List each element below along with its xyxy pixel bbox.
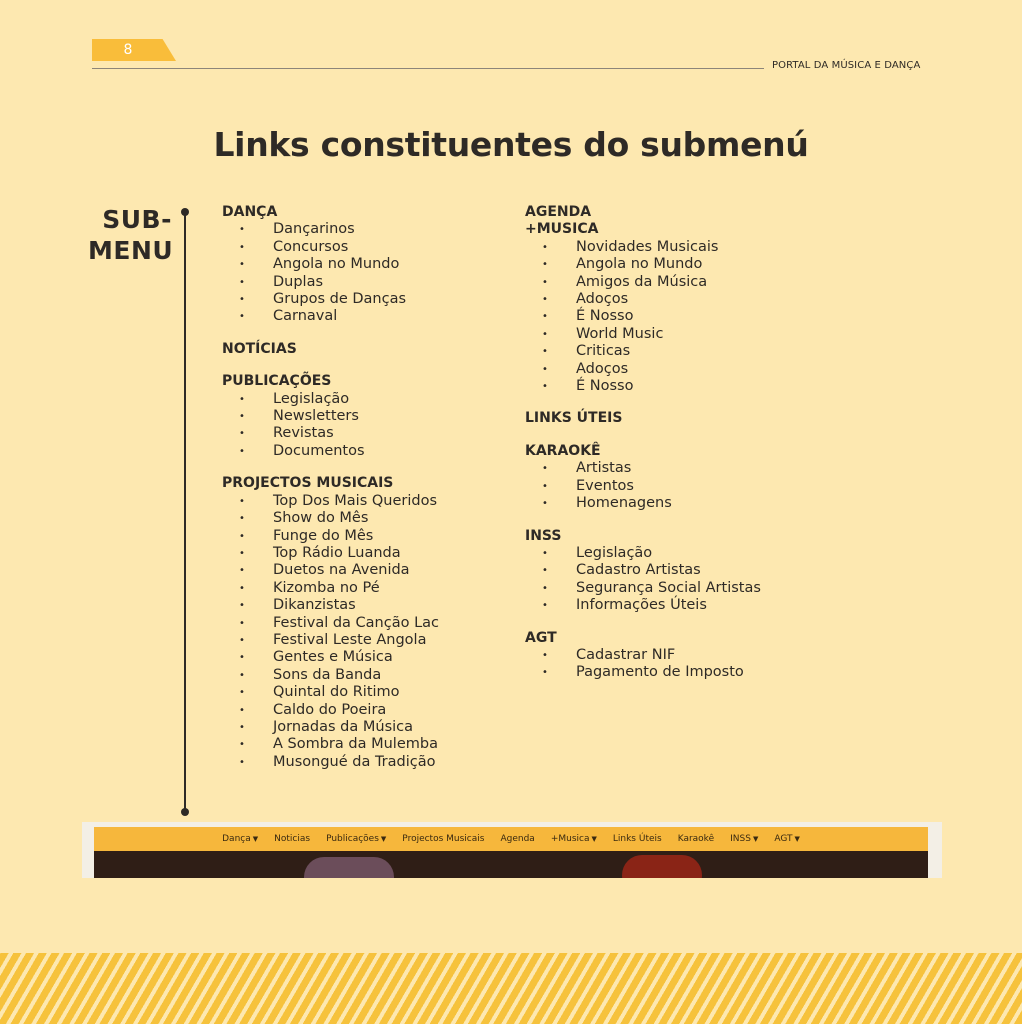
bullet-icon: • [239,721,245,733]
submenu-section [222,341,502,358]
hero-figure [304,857,394,878]
nav-item-label: Noticias [274,834,311,844]
submenu-section [525,443,825,513]
submenu-section [525,204,825,221]
submenu-item[interactable] [222,493,502,510]
bullet-icon: • [542,381,548,393]
page-number: 8 [123,42,133,58]
nav-item[interactable] [613,834,662,844]
submenu-item-label: Grupos de Danças [273,291,407,308]
submenu-item-label: Amigos da Música [576,273,708,290]
submenu-item[interactable] [525,274,825,291]
website-hero-image [94,851,928,878]
submenu-item[interactable] [222,221,502,238]
nav-item-label: Publicações [326,834,379,844]
submenu-item-label: Top Rádio Luanda [273,544,401,561]
submenu-item[interactable] [222,408,502,425]
submenu-item[interactable] [222,667,502,684]
bullet-icon: • [239,411,245,423]
bullet-icon: • [239,582,245,594]
nav-item[interactable] [326,834,386,844]
submenu-item-label: Funge do Mês [273,527,374,544]
bullet-icon: • [542,600,548,612]
nav-item-label: Karaokê [677,834,715,844]
nav-item-label: AGT [774,834,793,844]
decorative-stripes [0,953,1022,1024]
nav-item[interactable] [500,834,534,844]
caret-down-icon: ▼ [752,835,759,843]
submenu-item-label: Musongué da Tradição [273,753,436,770]
bullet-icon: • [239,393,245,405]
bullet-icon: • [239,241,245,253]
submenu-section [525,528,825,615]
submenu-item-label: Pagamento de Imposto [576,664,744,681]
submenu-item-label: Cadastrar NIF [576,646,676,663]
submenu-section-title[interactable]: PUBLICAÇÕES [222,373,332,390]
submenu-item[interactable] [525,597,825,614]
submenu-item[interactable] [525,378,825,395]
header-rule [92,68,764,69]
submenu-section-title[interactable]: +MUSICA [525,221,599,238]
submenu-item[interactable] [525,343,825,360]
submenu-section-title[interactable]: PROJECTOS MUSICAIS [222,475,394,492]
submenu-section [222,373,502,460]
submenu-item[interactable] [222,615,502,632]
submenu-item-label: Novidades Musicais [576,238,719,255]
submenu-item[interactable] [525,256,825,273]
website-nav-screenshot [82,822,942,878]
submenu-item[interactable] [222,597,502,614]
submenu-section [222,204,502,326]
bullet-icon: • [542,667,548,679]
bullet-icon: • [542,346,548,358]
submenu-item[interactable] [525,478,825,495]
nav-item-label: Links Úteis [612,834,662,844]
submenu-item-label: Carnaval [273,308,338,325]
bullet-icon: • [239,428,245,440]
submenu-section-title[interactable]: NOTÍCIAS [222,340,297,357]
bullet-icon: • [239,565,245,577]
bullet-icon: • [239,739,245,751]
bullet-icon: • [542,547,548,559]
submenu-item[interactable] [222,754,502,771]
submenu-column-right [525,204,825,697]
bullet-icon: • [542,241,548,253]
submenu-item[interactable] [222,545,502,562]
submenu-item[interactable] [222,239,502,256]
submenu-item-label: Legislação [273,390,350,407]
nav-item-label: Dança [222,834,251,844]
nav-item[interactable] [551,834,597,844]
submenu-item[interactable] [222,256,502,273]
submenu-item-label: Criticas [576,343,631,360]
submenu-section-title[interactable]: KARAOKÊ [525,442,601,459]
submenu-item[interactable] [525,562,825,579]
bullet-icon: • [542,565,548,577]
bullet-icon: • [239,617,245,629]
page-title: Links constituentes do submenú [213,125,809,164]
bullet-icon: • [239,224,245,236]
timeline-line [184,212,186,812]
submenu-section-title[interactable]: DANÇA [222,204,278,220]
bullet-icon: • [239,276,245,288]
submenu-item[interactable] [525,580,825,597]
submenu-item-label: Duplas [273,273,324,290]
submenu-item[interactable] [525,495,825,512]
submenu-item-label: Quintal do Ritimo [273,684,400,701]
submenu-item-label: Eventos [576,477,634,494]
bullet-icon: • [239,311,245,323]
bullet-icon: • [542,259,548,271]
submenu-item[interactable] [525,647,825,664]
submenu-item-label: Revistas [273,425,334,442]
submenu-item-label: Kizomba no Pé [273,579,380,596]
submenu-item[interactable] [222,632,502,649]
submenu-section [222,475,502,771]
submenu-item-label: Newsletters [273,408,359,425]
submenu-item-label: Gentes e Música [273,649,393,666]
submenu-item-label: É Nosso [576,308,634,325]
bullet-icon: • [542,294,548,306]
nav-item[interactable] [402,834,484,844]
submenu-item-label: Festival Leste Angola [273,631,427,648]
submenu-section-title[interactable]: AGENDA [525,204,592,220]
submenu-item-label: Adoços [576,291,629,308]
submenu-item-label: Top Dos Mais Queridos [273,492,438,509]
submenu-item-label: Dançarinos [273,221,355,238]
submenu-item-label: É Nosso [576,378,634,395]
bullet-icon: • [239,704,245,716]
submenu-item[interactable] [222,702,502,719]
bullet-icon: • [239,652,245,664]
submenu-item[interactable] [525,361,825,378]
bullet-icon: • [542,649,548,661]
submenu-item[interactable] [525,239,825,256]
bullet-icon: • [239,669,245,681]
submenu-item-label: Caldo do Poeira [273,701,387,718]
caret-down-icon: ▼ [591,835,597,843]
submenu-item[interactable] [222,291,502,308]
website-nav-bar [94,827,928,851]
bullet-icon: • [542,276,548,288]
submenu-item[interactable] [222,510,502,527]
submenu-section-title[interactable]: LINKS ÚTEIS [525,410,623,427]
bullet-icon: • [239,600,245,612]
submenu-section [525,410,825,427]
bullet-icon: • [239,634,245,646]
submenu-item-label: Jornadas da Música [273,718,414,735]
nav-item[interactable] [678,834,714,844]
submenu-item[interactable] [222,308,502,325]
submenu-item-label: Informações Úteis [576,597,707,614]
submenu-item-label: Documentos [273,442,365,459]
submenu-label [88,204,172,266]
nav-item[interactable] [222,834,258,844]
submenu-item-label: Artistas [576,460,632,477]
nav-item[interactable] [274,834,310,844]
bullet-icon: • [239,445,245,457]
bullet-icon: • [239,756,245,768]
nav-item[interactable] [730,834,758,844]
submenu-item-label: Cadastro Artistas [576,562,701,579]
submenu-item-label: Angola no Mundo [576,256,703,273]
submenu-item-label: Duetos na Avenida [273,562,410,579]
submenu-item[interactable] [525,460,825,477]
submenu-item[interactable] [222,649,502,666]
submenu-section [525,630,825,682]
submenu-item[interactable] [222,684,502,701]
submenu-section-title[interactable]: AGT [525,629,557,646]
submenu-item-label: Adoços [576,360,629,377]
submenu-item-label: Segurança Social Artistas [576,579,761,596]
bullet-icon: • [542,582,548,594]
timeline-dot-top [181,208,189,216]
submenu-item[interactable] [525,291,825,308]
submenu-item[interactable] [222,736,502,753]
submenu-item[interactable] [222,391,502,408]
submenu-section-title[interactable]: INSS [525,527,562,544]
submenu-item-label: Angola no Mundo [273,256,400,273]
publication-label: PORTAL DA MÚSICA E DANÇA [772,60,921,71]
bullet-icon: • [542,311,548,323]
submenu-column-left [222,204,502,786]
submenu-section [525,221,825,395]
bullet-icon: • [239,530,245,542]
bullet-icon: • [542,363,548,375]
nav-item-label: Projectos Musicais [402,834,485,844]
bullet-icon: • [542,480,548,492]
hero-figure [622,855,702,878]
bullet-icon: • [542,328,548,340]
submenu-item-label: Sons da Banda [273,666,382,683]
caret-down-icon: ▼ [380,835,387,843]
nav-item-label: Agenda [500,834,535,844]
bullet-icon: • [239,259,245,271]
submenu-item-label: Concursos [273,238,349,255]
submenu-item[interactable] [222,274,502,291]
submenu-item-label: Legislação [576,544,653,561]
nav-item[interactable] [774,834,800,844]
bullet-icon: • [239,547,245,559]
caret-down-icon: ▼ [794,835,800,843]
bullet-icon: • [239,495,245,507]
submenu-item[interactable] [525,308,825,325]
submenu-item-label: Homenagens [576,495,672,512]
submenu-item-label: Show do Mês [273,510,369,527]
submenu-item[interactable] [222,580,502,597]
timeline-dot-bottom [181,808,189,816]
bullet-icon: • [239,513,245,525]
submenu-item[interactable] [222,719,502,736]
submenu-item[interactable] [222,443,502,460]
bullet-icon: • [239,687,245,699]
submenu-label-line: SUB- [102,205,172,234]
submenu-item[interactable] [525,664,825,681]
caret-down-icon: ▼ [252,835,259,843]
submenu-item[interactable] [222,528,502,545]
bullet-icon: • [239,294,245,306]
submenu-item-label: Dikanzistas [273,597,356,614]
submenu-item[interactable] [222,562,502,579]
submenu-item[interactable] [525,326,825,343]
submenu-item-label: World Music [576,325,664,342]
nav-item-label: +Musica [550,834,590,844]
submenu-item[interactable] [222,425,502,442]
submenu-item-label: Festival da Canção Lac [273,614,440,631]
submenu-item-label: A Sombra da Mulemba [273,736,438,753]
bullet-icon: • [542,498,548,510]
submenu-label-line: MENU [88,236,174,265]
nav-item-label: INSS [730,834,751,844]
bullet-icon: • [542,463,548,475]
submenu-item[interactable] [525,545,825,562]
